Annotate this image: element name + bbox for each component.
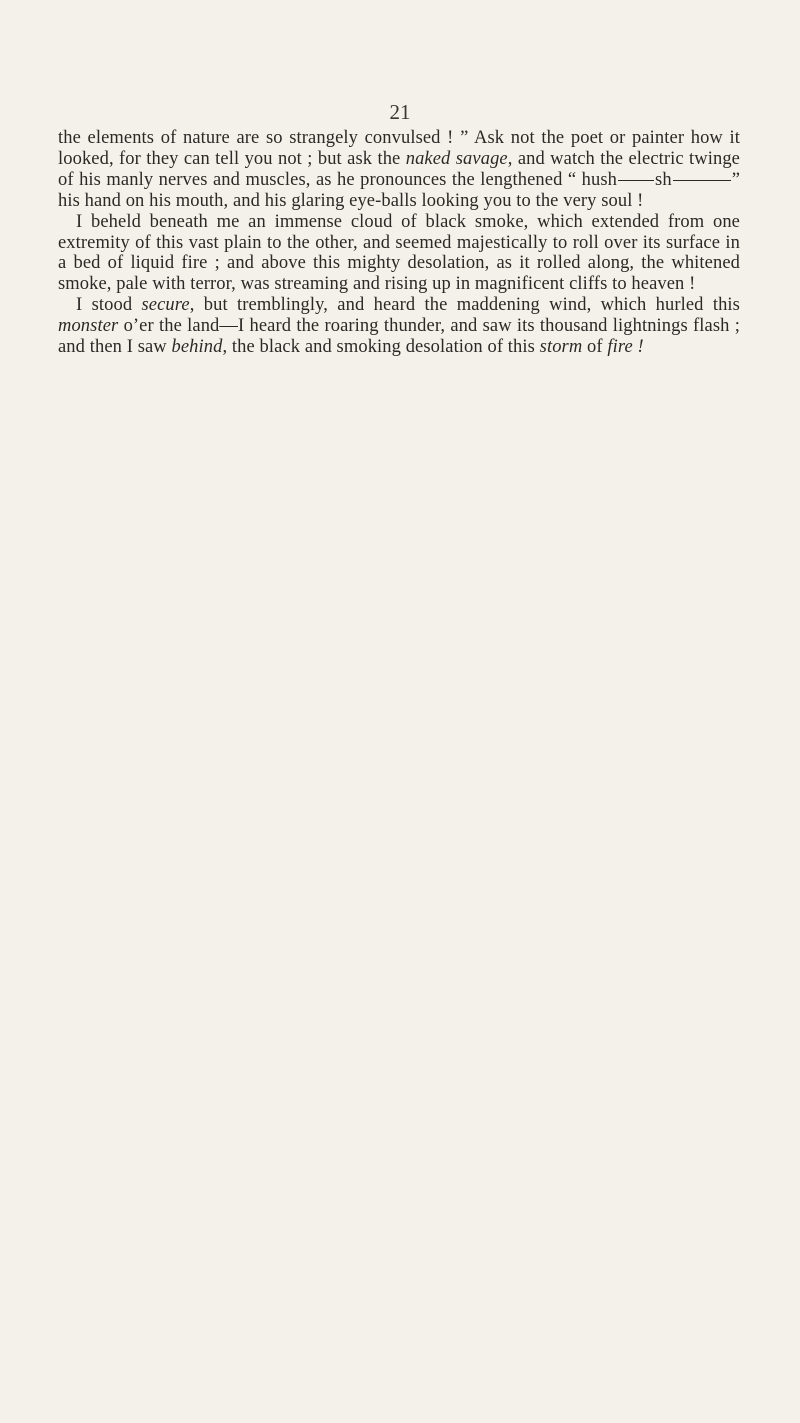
italic-text: behind (171, 337, 223, 358)
body-text (58, 128, 740, 358)
italic-text: fire ! (607, 337, 644, 358)
text-run: sh (655, 169, 672, 190)
text-run: , and watch the electric twinge of his manly nerves and muscles, as he pronounces the lengthened “ hush (58, 148, 740, 190)
em-rule (673, 180, 731, 181)
italic-text: storm (539, 337, 583, 358)
text-run: the elements of nature are so strangely convulsed ! ” Ask not the poet or painter how it looked, for they can tell you not ; but ask the (58, 128, 740, 169)
text-run: I stood (76, 295, 142, 316)
paragraph (58, 128, 740, 212)
italic-text: secure (141, 295, 190, 316)
text-run: , but tremblingly, and heard the maddening wind, which hurled this (189, 295, 740, 316)
italic-text: naked savage (405, 148, 508, 169)
text-run: of (582, 337, 608, 358)
text-run: ” his hand on his mouth, and his glaring eye-balls looking you to the very soul ! (58, 169, 740, 211)
page-number: 21 (389, 100, 411, 124)
text-run: I beheld beneath me an immense cloud of black smoke, which extended from one extremity of this vast plain to the other, and seemed majestically to roll over its surface in a bed of liquid fire ; and above this mighty desolation, as it rolled along, the whitened smoke, pale with terror, was streaming and rising up in magnificent cliffs to heaven ! (58, 211, 740, 295)
em-rule (618, 180, 654, 181)
text-run: , the black and smoking desolation of this (222, 337, 540, 358)
italic-text: monster (58, 316, 119, 337)
text-run: o’er the land—I heard the roaring thunder, and saw its thousand lightnings flash ; and then I saw (58, 316, 740, 358)
paragraph (58, 295, 740, 358)
paragraph (58, 212, 740, 296)
